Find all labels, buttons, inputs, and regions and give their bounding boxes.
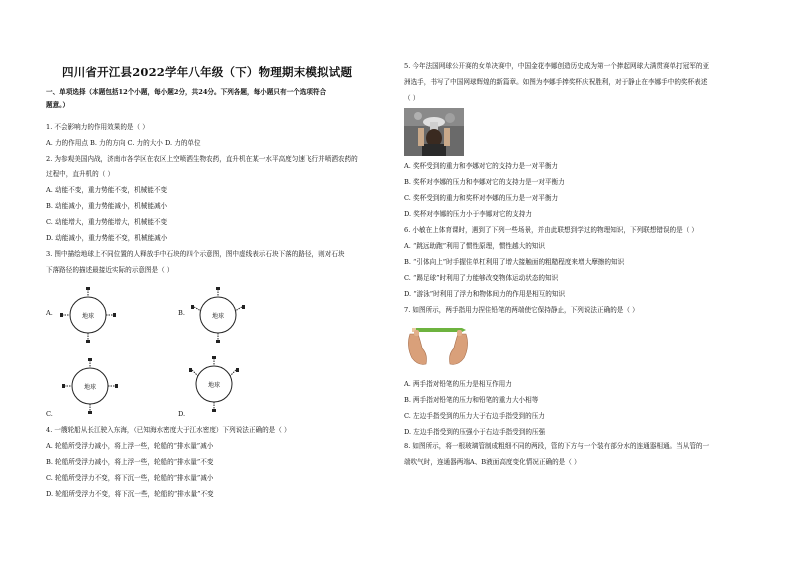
pencil-fingers-figure <box>404 320 472 368</box>
q5-option-b: B. 奖杯对李娜的压力和李娜对它的支持力是一对平衡力 <box>404 178 565 186</box>
q7-option-d: D. 左边手指受到的压强小于右边手指受到的压强 <box>404 428 546 436</box>
section-heading: 一、单项选择（本题包括12个小题，每小题2分，共24分。下列各题，每小题只有一个选项符合 <box>46 88 327 96</box>
q3-label-d: D. <box>178 410 186 418</box>
earth-label: 地球 <box>207 382 220 389</box>
q7-option-c: C. 左边手指受到的压力大于右边手指受到的压力 <box>404 412 545 420</box>
q6-option-c: C. “踢足球”时利用了力能够改变物体运动状态的知识 <box>404 274 559 282</box>
q7-option-a: A. 两手指对铅笔的压力是相互作用力 <box>404 380 512 388</box>
q6-option-d: D. “游泳”时利用了浮力和物体间力的作用是相互的知识 <box>404 290 566 298</box>
earth-label: 地球 <box>83 384 96 391</box>
q3-label-b: B. <box>178 309 185 317</box>
q7-option-b: B. 两手指对铅笔的压力和铅笔的重力大小相等 <box>404 396 539 404</box>
q6-stem: 6. 小敏在上体育课时，遇到了下列一些场景，并由此联想到学过的物理知识，下列联想错误的是（ ） <box>404 226 699 234</box>
q3-label-a: A. <box>46 309 53 317</box>
q3-label-c: C. <box>46 410 53 418</box>
pencil-fingers-image <box>404 320 472 368</box>
q3-diagram-c <box>62 358 118 414</box>
q6-option-b: B. “引体向上”时手握住单杠利用了增大接触面的粗糙程度来增大摩擦的知识 <box>404 258 625 266</box>
q3-stem: 3. 图中描绘地球上不同位置的人释放手中石块的四个示意图，图中虚线表示石块下落的路径，则对石块 <box>46 250 345 258</box>
q7-stem: 7. 如图所示，两手指用力捏住铅笔的两端使它保持静止，下列说法正确的是（ ） <box>404 306 639 314</box>
q4-option-c: C. 轮船所受浮力不变，将下沉一些，轮船的“排水量”减小 <box>46 474 214 482</box>
q5-stem-cont: 洲选手，书写了中国网球辉煌的新篇章。如图为李娜手捧奖杯庆祝胜利，对于静止在李娜手中的奖杯表述 <box>404 78 708 86</box>
q3-diagram-d <box>186 356 242 412</box>
q1-stem: 1. 不会影响力的作用效果的是（ ） <box>46 123 149 131</box>
q2-option-c: C. 动能增大，重力势能增大，机械能不变 <box>46 218 168 226</box>
q2-stem-cont: 过程中，直升机的（ ） <box>46 170 115 178</box>
q3-diagram-b <box>190 287 246 343</box>
q2-option-d: D. 动能减小，重力势能不变，机械能减小 <box>46 234 168 242</box>
q4-option-d: D. 轮船所受浮力不变，将下沉一些，轮船的“排水量”不变 <box>46 490 214 498</box>
q6-option-a: A. “跳远助跑”利用了惯性原理，惯性越大的知识 <box>404 242 545 250</box>
q5-option-c: C. 奖杯受到的重力和奖杯对李娜的压力是一对平衡力 <box>404 194 559 202</box>
q8-stem: 8. 如图所示，将一根玻璃管制成粗细不同的两段，管的下方与一个装有部分水的连通器相通。当从管的一 <box>404 442 710 450</box>
q2-option-b: B. 动能减小，重力势能减小，机械能减小 <box>46 202 168 210</box>
earth-label: 地球 <box>81 313 94 320</box>
q4-option-a: A. 轮船所受浮力减小，将上浮一些，轮船的“排水量”减小 <box>46 442 214 450</box>
q1-options: A. 力的作用点 B. 力的方向 C. 力的大小 D. 力的单位 <box>46 139 201 147</box>
q5-option-d: D. 奖杯对李娜的压力小于李娜对它的支持力 <box>404 210 532 218</box>
q5-stem: 5. 今年法国网球公开赛的女单决赛中，中国金花李娜创造历史成为第一个捧起网球大满贯赛单打冠军的亚 <box>404 62 710 70</box>
trophy-photo <box>404 108 464 156</box>
q3-diagram-a <box>60 287 116 343</box>
earth-label: 地球 <box>211 313 224 320</box>
trophy-photo-image <box>404 108 464 156</box>
q2-stem: 2. 为参观美国内战，济南市各学区在农区上空喷洒生物农药，直升机在某一水平高度匀速飞行并喷洒农药的 <box>46 155 358 163</box>
exam-title: 四川省开江县2022学年八年级（下）物理期末模拟试题 <box>62 65 353 79</box>
q8-stem-cont: 端吹气时，连通器两端A、B液面高度变化情况正确的是（ ） <box>404 458 581 466</box>
q5-stem-cont2: （ ） <box>404 94 420 102</box>
section-heading-cont: 题意。） <box>46 101 70 109</box>
q4-stem: 4. 一艘轮船从长江驶入东海，（已知海水密度大于江水密度）下列说法正确的是（ ） <box>46 426 291 434</box>
q2-option-a: A. 动能不变，重力势能不变，机械能不变 <box>46 186 168 194</box>
q4-option-b: B. 轮船所受浮力减小，将上浮一些，轮船的“排水量”不变 <box>46 458 214 466</box>
q3-stem-cont: 下落路径的描述最接近实际的示意图是（ ） <box>46 266 174 274</box>
q5-option-a: A. 奖杯受到的重力和李娜对它的支持力是一对平衡力 <box>404 162 559 170</box>
